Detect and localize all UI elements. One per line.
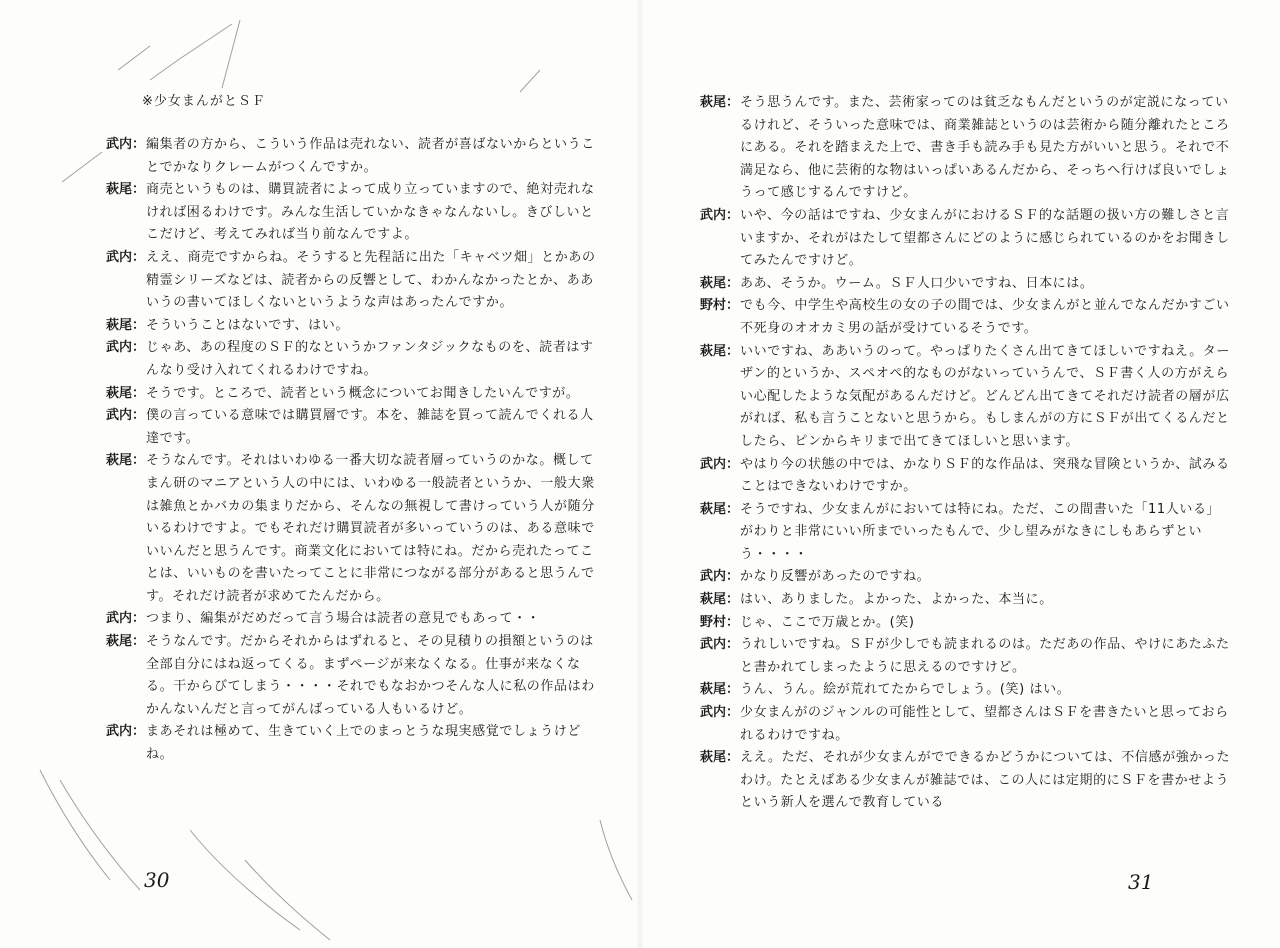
dialogue-turn	[106, 134, 606, 179]
speaker-label: 武内：	[700, 569, 740, 585]
speech-text: そうなんです。だからそれからはずれると、その見積りの損額というのは全部自分にはね返ってくる。まずページが来なくなる。仕事が来なくなる。干からびてしまう・・・・それでもなおかつそんな人に私の作品はわかんないんだと言ってがんばっている人もいるけど。	[146, 634, 595, 717]
dialogue-turn	[700, 589, 1232, 612]
page-number-left: 30	[144, 868, 170, 892]
speech-text: やはり今の状態の中では、かなりＳＦ的な作品は、突飛な冒険というか、試みることはできないわけですか。	[740, 456, 1230, 495]
dialogue-turn	[700, 273, 1232, 296]
speaker-label: 萩尾：	[106, 182, 146, 198]
section-title: ※少女まんがとＳＦ	[142, 94, 266, 109]
speaker-label: 武内：	[700, 207, 740, 223]
dialogue-turn	[106, 247, 606, 315]
speaker-label: 武内：	[106, 724, 146, 740]
dialogue-right	[700, 92, 1232, 815]
speech-text: 僕の言っている意味では購買層です。本を、雑誌を買って読んでくれる人達です。	[146, 408, 594, 446]
dialogue-turn	[106, 608, 606, 631]
speaker-label: 萩尾：	[700, 95, 740, 110]
speaker-label: 武内：	[700, 456, 740, 472]
speaker-label: 萩尾：	[106, 634, 146, 650]
speech-text: そうですね、少女まんがにおいては特にね。ただ、この間書いた「11人いる」がわりと非常にいい所までいったもんで、少し望みがなきにしもあらずという・・・・	[740, 501, 1221, 562]
speech-text: うん、うん。絵が荒れてたからでしょう。(笑) はい。	[740, 682, 1071, 698]
dialogue-turn	[106, 450, 606, 608]
speech-text: ええ、商売ですからね。そうすると先程話に出た「キャベツ畑」とかあの精霊シリーズなどは、読者からの反響として、わかんなかったとか、ああいうの書いてほしくないというような声はあったんですか。	[146, 249, 596, 311]
dialogue-turn	[106, 631, 606, 721]
speaker-label: 萩尾：	[700, 501, 740, 517]
speaker-label: 萩尾：	[700, 592, 740, 608]
page-number-right: 31	[1128, 870, 1154, 894]
speech-text: いや、今の話はですね、少女まんがにおけるＳＦ的な話題の扱い方の難しさと言いますか、それがはたして望都さんにどのように感じられているのかをお聞きしてみたんですけど。	[740, 207, 1230, 269]
dialogue-turn	[700, 566, 1232, 589]
dialogue-turn	[700, 634, 1232, 679]
dialogue-turn	[700, 295, 1232, 340]
speech-text: かなり反響があったのですね。	[740, 569, 931, 585]
speaker-label: 萩尾：	[106, 317, 146, 333]
dialogue-turn	[700, 747, 1232, 815]
speaker-label: 萩尾：	[106, 453, 146, 469]
speech-text: そうなんです。それはいわゆる一番大切な読者層っていうのかな。概してまん研のマニアという人の中には、いわゆる一般読者というか、一般大衆は雑魚とかバカの集まりだから、そんなの無視して書けっていう人が随分いるわけですよ。でもそれだけ購買読者が多いっていうのは、ある意味でいいんだと思うんです。商業文化においては特にね。だから売れたってことは、いいものを書いたってことに非常につながる部分があると思うんです。それだけ読者が求めてたんだから。	[146, 453, 595, 604]
speech-text: ええ。ただ、それが少女まんがでできるかどうかについては、不信感が強かったわけ。たとえばある少女まんが雑誌では、この人には定期的にＳＦを書かせようという新人を選んで教育している	[740, 750, 1231, 811]
dialogue-turn	[700, 702, 1232, 747]
speech-text: でも今、中学生や高校生の女の子の間では、少女まんがと並んでなんだかすごい不死身のオオカミ男の話が受けているそうです。	[740, 298, 1230, 336]
speech-text: まあそれは極めて、生きていく上でのまっとうな現実感覚でしょうけどね。	[146, 724, 581, 763]
speech-text: 少女まんがのジャンルの可能性として、望都さんはＳＦを書きたいと思っておられるわけですね。	[740, 705, 1229, 743]
speaker-label: 萩尾：	[106, 385, 146, 401]
speech-text: いいですね、ああいうのって。やっぱりたくさん出てきてほしいですねえ。ターザン的というか、スペオペ的なものがないっていうんで、ＳＦ書く人の方がえらい心配したような気配があるんだけど。どんどん出てきてそれだけ読者の層が広がれば、私も言うことないと思うから。もしまんがの方にＳＦが出てくるんだとしたら、ピンからキリまで出てきてほしいと思います。	[740, 343, 1230, 449]
dialogue-turn	[106, 383, 606, 406]
speaker-label: 萩尾：	[700, 275, 740, 291]
dialogue-turn	[700, 679, 1232, 702]
speaker-label: 武内：	[106, 340, 146, 356]
speaker-label: 武内：	[106, 249, 146, 265]
speaker-label: 武内：	[106, 137, 146, 152]
speech-text: 商売というものは、購買読者によって成り立っていますので、絶対売れなければ困るわけです。みんな生活していかなきゃなんないし。きびしいとこだけど、考えてみれば当り前なんですよ。	[146, 182, 595, 243]
dialogue-turn	[700, 612, 1232, 635]
dialogue-turn	[700, 205, 1232, 273]
speaker-label: 武内：	[106, 611, 146, 627]
dialogue-turn	[700, 341, 1232, 454]
dialogue-turn	[106, 179, 606, 247]
dialogue-turn	[106, 721, 606, 766]
speaker-label: 武内：	[700, 637, 740, 653]
speech-text: じゃ、ここで万歳とか。(笑)	[740, 614, 915, 630]
speech-text: ああ、そうか。ウーム。ＳＦ人口少いですね、日本には。	[740, 275, 1094, 291]
speaker-label: 萩尾：	[700, 343, 740, 359]
dialogue-turn	[700, 499, 1232, 567]
speaker-label: 武内：	[700, 705, 740, 721]
dialogue-turn	[106, 315, 606, 338]
speaker-label: 萩尾：	[700, 750, 740, 766]
dialogue-left	[106, 134, 606, 767]
speech-text: そうです。ところで、読者という概念についてお聞きしたいんですが。	[146, 385, 580, 401]
page-right	[640, 0, 1280, 948]
dialogue-turn	[700, 92, 1232, 205]
speech-text: そういうことはないです、はい。	[146, 317, 349, 333]
speaker-label: 野村：	[700, 614, 740, 630]
dialogue-turn	[106, 405, 606, 450]
dialogue-turn	[700, 454, 1232, 499]
speaker-label: 武内：	[106, 408, 146, 424]
speech-text: じゃあ、あの程度のＳＦ的なというかファンタジックなものを、読者はすんなり受け入れてくれるわけですね。	[146, 340, 594, 378]
speech-text: うれしいですね。ＳＦが少しでも読まれるのは。ただあの作品、やけにあたふたと書かれてしまったように思えるのですけど。	[740, 637, 1230, 675]
speaker-label: 野村：	[700, 298, 740, 314]
speaker-label: 萩尾：	[700, 682, 740, 698]
speech-text: そう思うんです。また、芸術家ってのは貧乏なもんだというのが定説になっているけれど、そういった意味では、商業雑誌というのは芸術から随分離れたところにある。それを踏まえた上で、書き手も読み手も見た方がいいと思う。それで不満足なら、他に芸術的な物はいっぱいあるんだから、そっちへ行けば良いでしょうって感じするんですけど。	[740, 95, 1230, 201]
dialogue-turn	[106, 337, 606, 382]
speech-text: つまり、編集がだめだって言う場合は読者の意見でもあって・・	[146, 611, 541, 627]
speech-text: はい、ありました。よかった、よかった、本当に。	[740, 592, 1053, 608]
speech-text: 編集者の方から、こういう作品は売れない、読者が喜ばないからということでかなりクレームがつくんですか。	[146, 137, 595, 175]
